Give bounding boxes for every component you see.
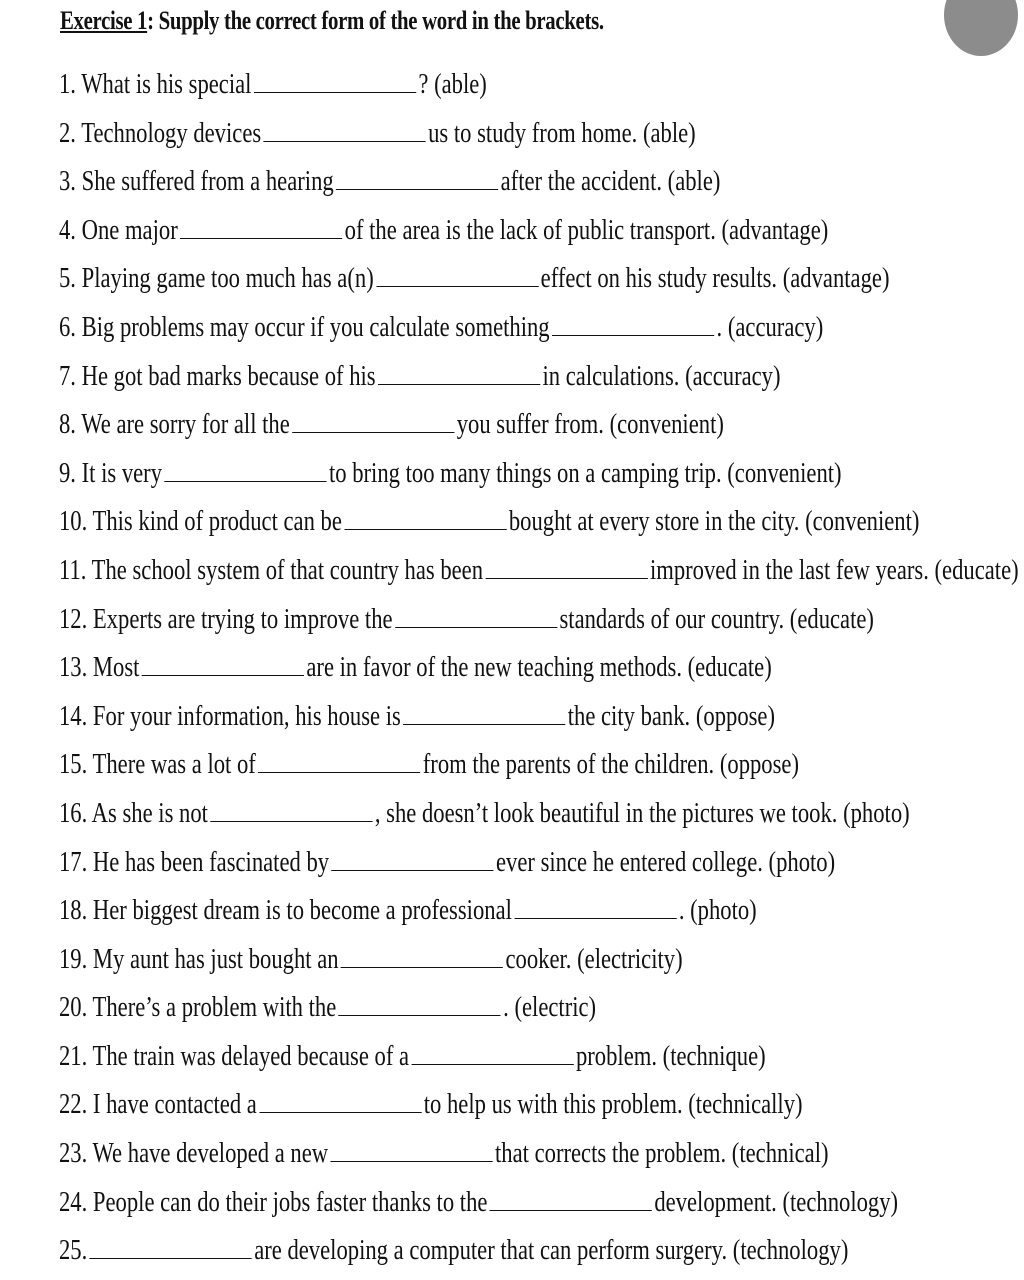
answer-blank[interactable] — [378, 356, 540, 385]
question-text-after: to help us with this problem. (technically) — [423, 1088, 803, 1121]
question-item — [59, 842, 995, 891]
question-text-after: of the area is the lack of public transport. (advantage) — [344, 213, 829, 246]
question-text-after: ever since he entered college. (photo) — [496, 845, 836, 878]
question-item — [59, 599, 995, 648]
question-item — [59, 356, 995, 405]
question-text-after: in calculations. (accuracy) — [542, 359, 781, 392]
question-text-before: 17. He has been fascinated by — [59, 845, 330, 878]
question-text-after: us to study from home. (able) — [428, 116, 696, 149]
answer-blank[interactable] — [164, 453, 326, 482]
question-text-before: 25. — [59, 1234, 88, 1267]
question-text-before: 21. The train was delayed because of a — [59, 1039, 410, 1072]
question-item — [59, 404, 995, 453]
question-item — [59, 113, 995, 162]
question-text-before: 19. My aunt has just bought an — [59, 942, 339, 975]
question-text-before: 10. This kind of product can be — [59, 505, 342, 538]
question-text-before: 7. He got bad marks because of his — [59, 359, 376, 392]
question-text-after: that corrects the problem. (technical) — [495, 1137, 829, 1170]
question-item — [59, 258, 995, 307]
answer-blank[interactable] — [376, 258, 538, 287]
exercise-instruction: : Supply the correct form of the word in the brackets. — [147, 6, 604, 35]
answer-blank[interactable] — [258, 744, 420, 773]
question-text-after: development. (technology) — [654, 1185, 899, 1218]
answer-blank[interactable] — [336, 161, 498, 190]
question-text-after: after the accident. (able) — [500, 165, 721, 198]
question-item — [59, 64, 995, 113]
question-item — [59, 647, 995, 696]
question-text-before: 1. What is his special — [59, 68, 252, 100]
question-text-after: . (accuracy) — [716, 310, 824, 343]
question-text-before: 4. One major — [59, 213, 178, 246]
question-item — [59, 550, 1019, 599]
question-text-after: cooker. (electricity) — [505, 942, 683, 975]
answer-blank[interactable] — [344, 501, 506, 530]
answer-blank[interactable] — [259, 1084, 421, 1113]
question-text-before: 11. The school system of that country has been — [59, 553, 484, 586]
question-item — [59, 307, 995, 356]
answer-blank[interactable] — [395, 599, 557, 628]
question-text-after: . (photo) — [678, 894, 757, 927]
answer-blank[interactable] — [210, 793, 372, 822]
question-text-before: 3. She suffered from a hearing — [59, 165, 334, 198]
question-text-after: are developing a computer that can perform surgery. (technology) — [254, 1234, 849, 1267]
question-text-before: 20. There’s a problem with the — [59, 991, 337, 1024]
question-item — [59, 793, 995, 842]
question-text-before: 2. Technology devices — [59, 116, 262, 149]
answer-blank[interactable] — [485, 550, 647, 579]
question-text-after: , she doesn’t look beautiful in the pictures we took. (photo) — [374, 796, 910, 829]
question-text-after: are in favor of the new teaching methods. (educate) — [306, 651, 772, 684]
question-text-after: ? (able) — [418, 68, 487, 100]
answer-blank[interactable] — [339, 987, 501, 1016]
question-text-before: 8. We are sorry for all the — [59, 408, 290, 441]
question-item — [59, 453, 995, 502]
answer-blank[interactable] — [331, 842, 493, 871]
question-text-after: . (electric) — [503, 991, 597, 1024]
question-item — [59, 1230, 995, 1279]
question-item — [59, 501, 995, 550]
question-item — [59, 1036, 995, 1085]
question-text-before: 15. There was a lot of — [59, 748, 256, 781]
question-text-after: standards of our country. (educate) — [559, 602, 874, 635]
answer-blank[interactable] — [292, 404, 454, 433]
question-text-after: effect on his study results. (advantage) — [540, 262, 890, 295]
question-text-after: from the parents of the children. (oppose) — [422, 748, 800, 781]
answer-blank[interactable] — [180, 210, 342, 239]
question-item — [59, 1084, 995, 1133]
question-text-before: 12. Experts are trying to improve the — [59, 602, 393, 635]
corner-circle-shape — [944, 0, 1018, 56]
answer-blank[interactable] — [514, 890, 676, 919]
question-text-before: 5. Playing game too much has a(n) — [59, 262, 374, 295]
question-text-before: 18. Her biggest dream is to become a professional — [59, 894, 512, 927]
question-text-after: improved in the last few years. (educate) — [649, 553, 1019, 586]
question-text-before: 13. Most — [59, 651, 140, 684]
question-text-after: to bring too many things on a camping trip. (convenient) — [328, 456, 842, 489]
question-item — [59, 987, 995, 1036]
question-text-after: you suffer from. (convenient) — [456, 408, 724, 441]
question-text-after: bought at every store in the city. (convenient) — [508, 505, 920, 538]
exercise-title — [60, 6, 604, 36]
question-item — [59, 1182, 995, 1231]
question-list — [59, 64, 1019, 1279]
question-item — [59, 696, 995, 745]
question-text-after: problem. (technique) — [575, 1039, 766, 1072]
question-item — [59, 744, 995, 793]
question-text-before: 6. Big problems may occur if you calculate something — [59, 310, 550, 343]
answer-blank[interactable] — [330, 1133, 492, 1162]
answer-blank[interactable] — [254, 64, 416, 93]
answer-blank[interactable] — [552, 307, 714, 336]
question-item — [59, 210, 995, 259]
answer-blank[interactable] — [490, 1182, 652, 1211]
answer-blank[interactable] — [142, 647, 304, 676]
question-item — [59, 1133, 995, 1182]
question-text-before: 9. It is very — [59, 456, 163, 489]
question-text-before: 24. People can do their jobs faster thanks to the — [59, 1185, 488, 1218]
question-item — [59, 890, 995, 939]
answer-blank[interactable] — [264, 113, 426, 142]
answer-blank[interactable] — [403, 696, 565, 725]
answer-blank[interactable] — [411, 1036, 573, 1065]
question-item — [59, 161, 995, 210]
question-text-before: 16. As she is not — [59, 796, 208, 829]
answer-blank[interactable] — [90, 1230, 252, 1259]
question-item — [59, 939, 995, 988]
answer-blank[interactable] — [341, 939, 503, 968]
exercise-label: Exercise 1 — [60, 6, 148, 35]
question-text-before: 14. For your information, his house is — [59, 699, 401, 732]
question-text-before: 23. We have developed a new — [59, 1137, 329, 1170]
question-text-before: 22. I have contacted a — [59, 1088, 257, 1121]
question-text-after: the city bank. (oppose) — [567, 699, 776, 732]
